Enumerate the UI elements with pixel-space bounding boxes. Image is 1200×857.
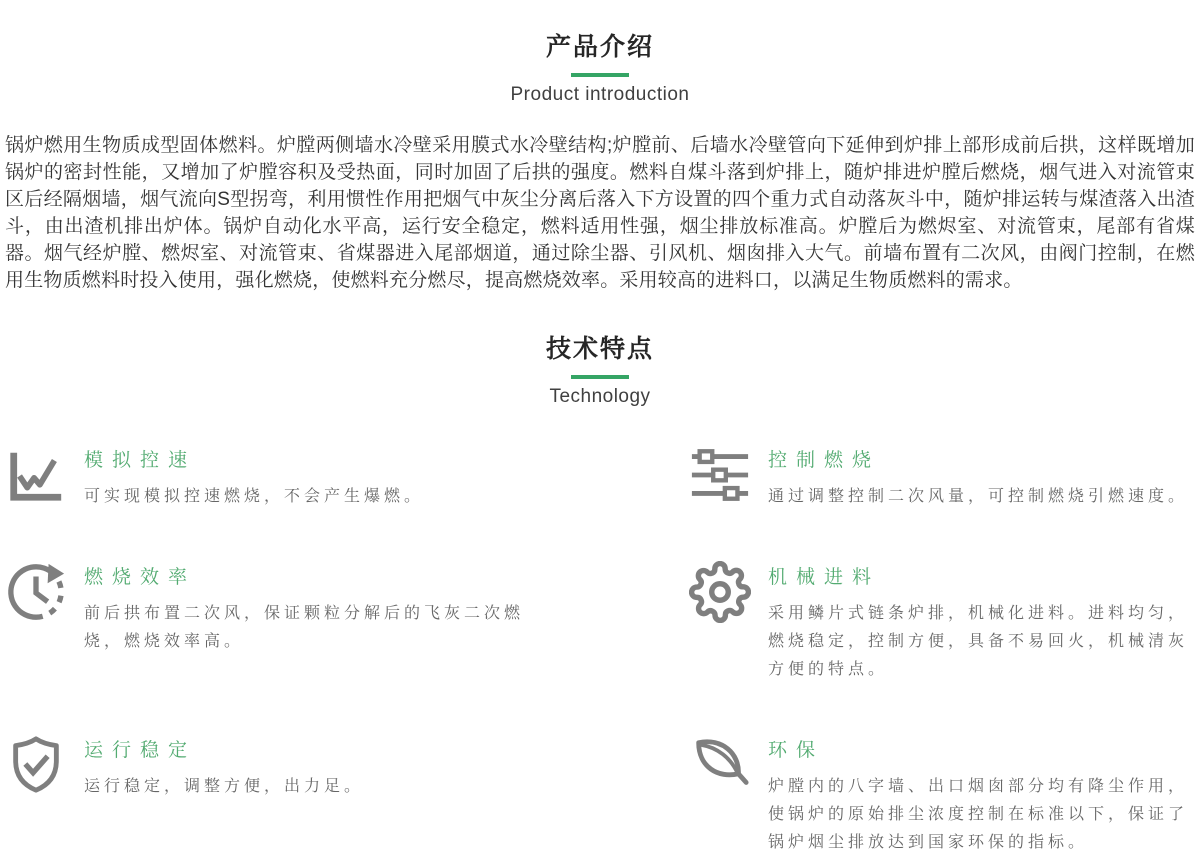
sliders-icon xyxy=(689,444,751,506)
feature-title: 控制燃烧 xyxy=(768,450,881,471)
green-divider xyxy=(571,73,629,77)
feature-body xyxy=(84,734,364,801)
feature-simulated-speed-control xyxy=(5,444,605,511)
feature-desc: 炉膛内的八字墙、出口烟囱部分均有降尘作用，使锅炉的原始排尘浓度控制在标准以下，保证了锅炉烟尘排放达到国家环保的指标。 xyxy=(768,778,1189,851)
intro-paragraph: 锅炉燃用生物质成型固体燃料。炉膛两侧墙水冷壁采用膜式水冷壁结构;炉膛前、后墙水冷壁管向下延伸到炉排上部形成前后拱，这样既增加锅炉的密封性能，又增加了炉膛容积及受热面，同时加固了后拱的强度。燃料自煤斗落到炉排上，随炉排进炉膛后燃烧，烟气进入对流管束区后经隔烟墙，烟气流向S型拐弯，利用惯性作用把烟气中灰尘分离后落入下方设置的四个重力式自动落灰斗中，随炉排运转与煤渣落入出渣斗，由出渣机排出炉体。锅炉自动化水平高，运行安全稳定，燃料适用性强，烟尘排放标准高。炉膛后为燃烬室、对流管束，尾部有省煤器。烟气经炉膛、燃烬室、对流管束、省煤器进入尾部烟道，通过除尘器、引风机、烟囱排入大气。前墙布置有二次风，由阀门控制，在燃用生物质燃料时投入使用，强化燃烧，使燃料充分燃尽，提高燃烧效率。采用较高的进料口，以满足生物质燃料的需求。 xyxy=(5,135,1195,291)
feature-combustion-control xyxy=(689,444,1200,511)
feature-body xyxy=(768,444,1188,511)
feature-desc: 采用鳞片式链条炉排，机械化进料。进料均匀，燃烧稳定，控制方便，具备不易回火，机械清灰方便的特点。 xyxy=(768,605,1189,678)
leaf-icon xyxy=(689,734,751,796)
feature-environmental-protection xyxy=(689,734,1200,857)
line-chart-icon xyxy=(5,444,67,506)
feature-title: 机械进料 xyxy=(768,567,881,588)
tech-section-header xyxy=(0,332,1200,408)
tech-title: 技术特点 xyxy=(545,335,654,363)
feature-desc: 通过调整控制二次风量，可控制燃烧引燃速度。 xyxy=(768,488,1189,505)
feature-mechanical-feeding xyxy=(689,561,1200,684)
feature-body xyxy=(768,561,1200,684)
feature-grid xyxy=(5,444,1200,857)
feature-body xyxy=(84,561,546,656)
feature-desc: 运行稳定，调整方便，出力足。 xyxy=(84,778,365,795)
feature-desc: 可实现模拟控速燃烧，不会产生爆燃。 xyxy=(84,488,425,505)
intro-section-header xyxy=(0,30,1200,106)
green-divider xyxy=(571,375,629,379)
clock-history-icon xyxy=(5,561,67,623)
feature-title: 模拟控速 xyxy=(84,450,197,471)
intro-subtitle: Product introduction xyxy=(510,84,690,105)
intro-title: 产品介绍 xyxy=(545,33,654,61)
feature-title: 运行稳定 xyxy=(84,740,197,761)
feature-body xyxy=(84,444,424,511)
feature-title: 燃烧效率 xyxy=(84,567,197,588)
tech-subtitle: Technology xyxy=(549,386,651,407)
gear-icon xyxy=(689,561,751,623)
feature-stable-operation xyxy=(5,734,605,857)
shield-check-icon xyxy=(5,734,67,796)
feature-combustion-efficiency xyxy=(5,561,605,684)
feature-body xyxy=(768,734,1200,857)
feature-desc: 前后拱布置二次风，保证颗粒分解后的飞灰二次燃烧，燃烧效率高。 xyxy=(84,605,525,650)
feature-title: 环保 xyxy=(768,740,825,761)
